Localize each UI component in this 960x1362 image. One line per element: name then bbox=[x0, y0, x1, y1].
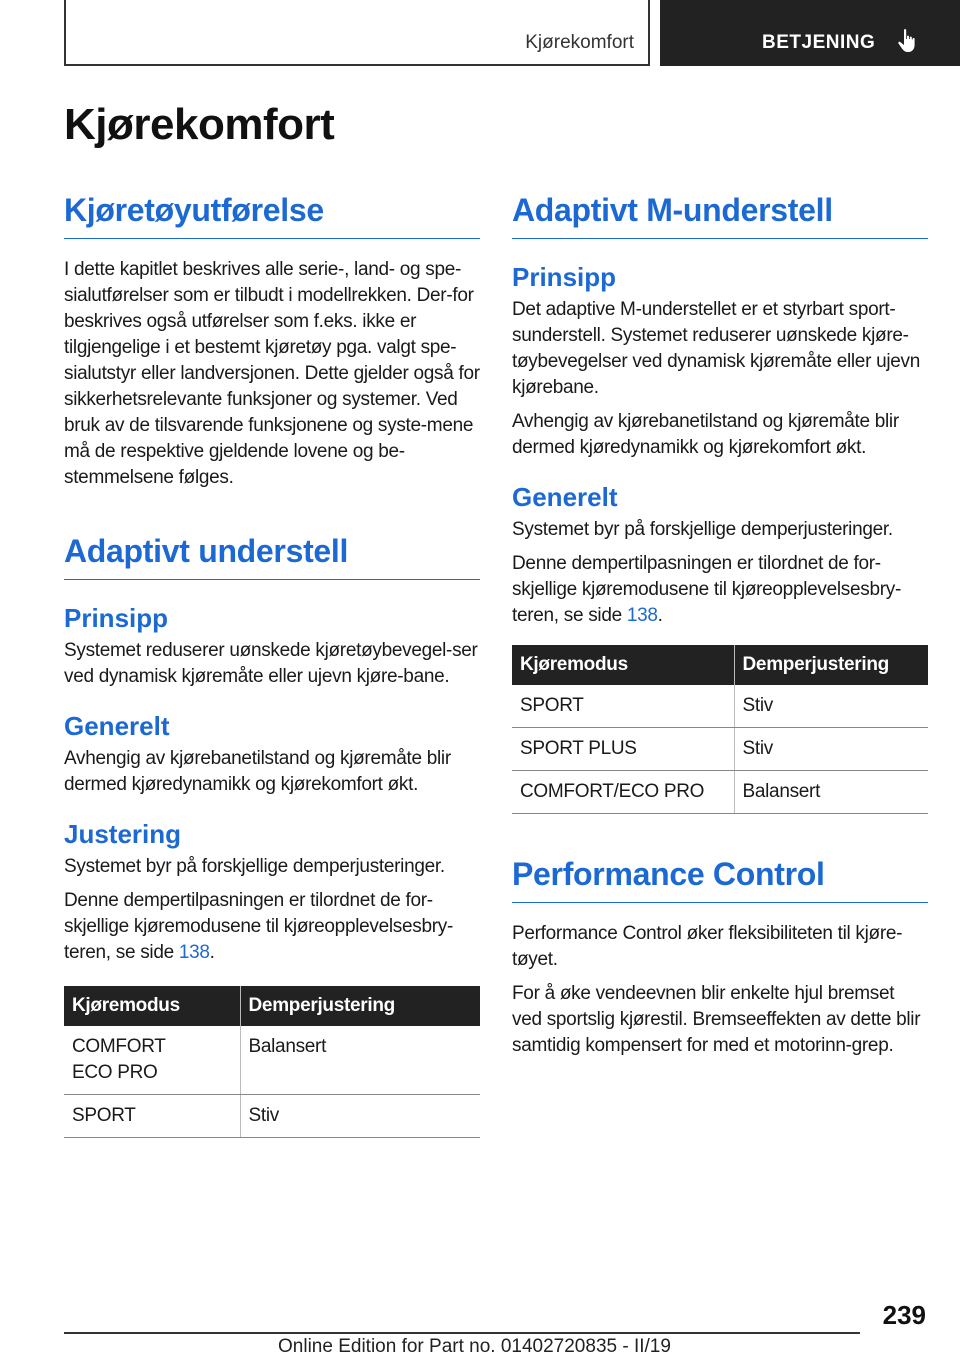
table-header-row bbox=[512, 645, 928, 685]
heading-general-m: Generelt bbox=[512, 482, 618, 512]
principle-m-text-1: Det adaptive M-understellet er et styrbart sport-sunderstell. Systemet reduserer uønskede kjøre-tøybevegelser ved dynamisk kjøremåte eller ujevn kjørebane. bbox=[512, 299, 920, 398]
table-row bbox=[64, 1095, 480, 1138]
table-header-mode: Kjøremodus bbox=[64, 986, 240, 1026]
left-column bbox=[64, 190, 480, 1138]
table-row bbox=[512, 728, 928, 771]
damper-table-left bbox=[64, 986, 480, 1138]
heading-general: Generelt bbox=[64, 711, 170, 741]
table-row bbox=[512, 771, 928, 814]
table-header-mode: Kjøremodus bbox=[512, 645, 734, 685]
adjustment-text-1: Systemet byr på forskjellige demperjusteringer. bbox=[64, 856, 445, 877]
footer-edition: Online Edition for Part no. 01402720835 - II/19 bbox=[278, 1336, 671, 1357]
performance-text-2: For å øke vendeevnen blir enkelte hjul bremset ved sportslig kjørestil. Bremseeffekten av dette blir samtidig kompensert for med et motorinn-grep. bbox=[512, 983, 921, 1056]
page-number: 239 bbox=[882, 1300, 926, 1330]
heading-adaptive-suspension: Adaptivt understell bbox=[64, 531, 480, 580]
table-cell-mode: SPORT PLUS bbox=[512, 728, 734, 771]
table-row bbox=[512, 685, 928, 728]
table-cell-mode: SPORT bbox=[64, 1095, 240, 1138]
heading-principle: Prinsipp bbox=[64, 603, 169, 633]
table-cell-damper: Stiv bbox=[734, 685, 928, 728]
damper-table-right bbox=[512, 645, 928, 814]
general-text: Avhengig av kjørebanetilstand og kjøremåte blir dermed kjøredynamikk og kjørekomfort økt. bbox=[64, 748, 451, 795]
vehicle-design-text: I dette kapitlet beskrives alle serie-, land- og spe-sialutførelser som er tilbudt i modellrekken. Der-for beskrives også utførelser som f.eks. ikke er tilgjengelige i et bestemt kjøretøy pga. valgt spe-sialutstyr eller landversjonen. Dette gjelder også for sikkerhetsrelevante funksjoner og systemer. Ved bruk av de tilsvarende funksjonene og syste-mene må de respektive gjeldende lovene og be-stemmelsene følges. bbox=[64, 259, 480, 488]
page-title: Kjørekomfort bbox=[64, 100, 335, 149]
table-row bbox=[64, 1026, 480, 1095]
general-m-text-2: Denne dempertilpasningen er tilordnet de for-skjellige kjøremodusene til kjøreopplevelsesbry-teren, se side 138. bbox=[512, 553, 901, 626]
table-header-damper: Demperjustering bbox=[734, 645, 928, 685]
table-cell-mode: SPORT bbox=[512, 685, 734, 728]
principle-text: Systemet reduserer uønskede kjøretøybevegel-ser ved dynamisk kjøremåte eller ujevn kjøre-bane. bbox=[64, 640, 478, 687]
page-link-138-m[interactable]: 138 bbox=[626, 605, 658, 626]
header-chapter-box bbox=[660, 0, 960, 66]
table-cell-damper: Balansert bbox=[734, 771, 928, 814]
heading-m-adaptive-suspension: Adaptivt M-understell bbox=[512, 190, 928, 239]
header-section-title: Kjørekomfort bbox=[525, 32, 634, 53]
footer-divider bbox=[64, 1332, 860, 1334]
header-chapter-title: BETJENING bbox=[762, 32, 876, 53]
principle-m-text-2: Avhengig av kjørebanetilstand og kjøremåte blir dermed kjøredynamikk og kjørekomfort økt. bbox=[512, 411, 899, 458]
performance-text-1: Performance Control øker fleksibiliteten til kjøre-tøyet. bbox=[512, 923, 903, 970]
table-cell-damper: Stiv bbox=[240, 1095, 480, 1138]
table-cell-mode: COMFORT ECO PRO bbox=[64, 1026, 240, 1095]
adjustment-text-2: Denne dempertilpasningen er tilordnet de for-skjellige kjøremodusene til kjøreopplevelsesbry-teren, se side 138. bbox=[64, 890, 453, 963]
header-section-box bbox=[64, 0, 650, 66]
table-cell-damper: Stiv bbox=[734, 728, 928, 771]
right-column bbox=[512, 190, 928, 1059]
heading-principle-m: Prinsipp bbox=[512, 262, 617, 292]
heading-vehicle-design: Kjøretøyutførelse bbox=[64, 190, 480, 239]
table-header-damper: Demperjustering bbox=[240, 986, 480, 1026]
pointing-hand-icon bbox=[896, 28, 920, 54]
table-cell-damper: Balansert bbox=[240, 1026, 480, 1095]
page-link-138[interactable]: 138 bbox=[178, 942, 210, 963]
table-cell-mode: COMFORT/ECO PRO bbox=[512, 771, 734, 814]
heading-adjustment: Justering bbox=[64, 819, 182, 849]
general-m-text-1: Systemet byr på forskjellige demperjusteringer. bbox=[512, 519, 893, 540]
heading-performance-control: Performance Control bbox=[512, 854, 928, 903]
table-header-row bbox=[64, 986, 480, 1026]
